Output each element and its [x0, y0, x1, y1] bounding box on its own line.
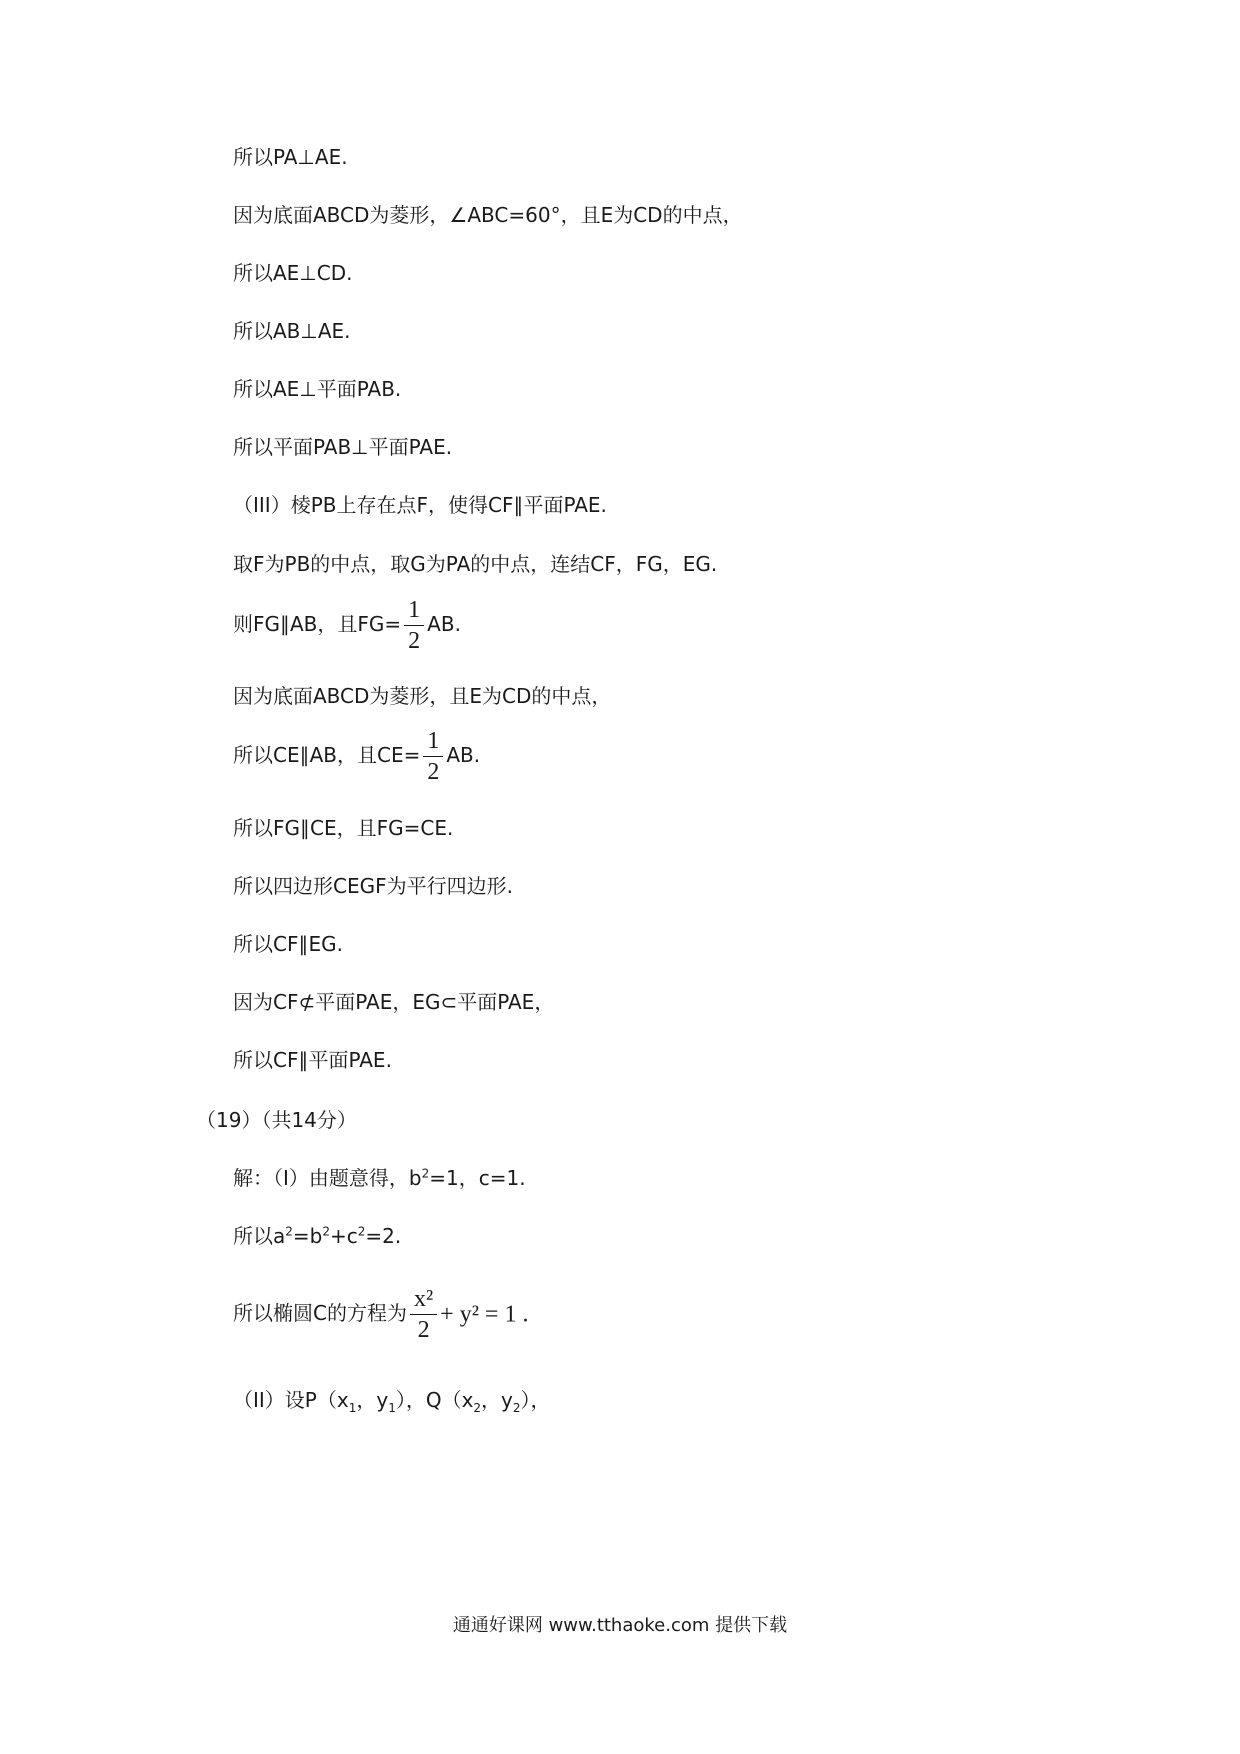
text: =2. [365, 1224, 402, 1248]
subscript: 2 [512, 1401, 521, 1415]
proof-line: 所以AE⊥CD. [233, 261, 353, 285]
proof-line: 因为底面ABCD为菱形，且E为CD的中点， [233, 684, 612, 708]
proof-line: 所以平面PAB⊥平面PAE. [233, 435, 453, 459]
superscript: 2 [285, 1224, 293, 1239]
fraction-one-half [423, 727, 443, 786]
text: 所以椭圆C的方程为 [233, 1301, 407, 1325]
fraction-numerator: 1 [404, 596, 424, 626]
subscript: 1 [388, 1401, 396, 1415]
text: +c [330, 1224, 358, 1248]
equation-rest: + y² = 1 . [440, 1301, 529, 1328]
text: ），Q（x [395, 1388, 474, 1412]
ce-half-ab-line [233, 727, 480, 786]
q19-part-i-line [233, 1164, 526, 1192]
q19-part-ii-line [233, 1386, 551, 1414]
text: ）， [520, 1388, 551, 1412]
fg-half-ab-line [233, 596, 461, 655]
text: 解：（I）由题意得，b [233, 1166, 422, 1190]
fraction-one-half [404, 596, 424, 655]
subscript: 2 [473, 1401, 482, 1415]
text: （II）设P（x [233, 1388, 349, 1412]
text: ，y [481, 1388, 513, 1412]
fraction-x2-over-2 [410, 1285, 437, 1344]
superscript: 2 [421, 1166, 430, 1181]
proof-line: 所以四边形CEGF为平行四边形. [233, 874, 513, 898]
fraction-denominator: 2 [417, 1317, 430, 1343]
proof-line: 所以AE⊥平面PAB. [233, 377, 402, 401]
question-19-heading: （19）（共14分） [196, 1108, 357, 1132]
fraction-denominator: 2 [427, 759, 440, 785]
fraction-numerator: x² [410, 1285, 437, 1315]
text: ，y [356, 1388, 389, 1412]
ce-prefix: 所以CE∥AB，且CE= [233, 743, 421, 767]
proof-line: 所以PA⊥AE. [233, 145, 348, 169]
subscript: 1 [348, 1401, 357, 1415]
superscript: 2 [357, 1224, 366, 1239]
fg-prefix: 则FG∥AB，且FG= [233, 612, 402, 636]
part-iii-heading: （III）棱PB上存在点F，使得CF∥平面PAE. [233, 493, 607, 517]
ellipse-equation-line [233, 1285, 528, 1344]
proof-line: 所以CF∥EG. [233, 932, 343, 956]
text: =1，c=1. [429, 1166, 526, 1190]
text: =b [292, 1224, 323, 1248]
text: 所以a [233, 1224, 286, 1248]
proof-line: 所以AB⊥AE. [233, 319, 351, 343]
proof-line: 所以CF∥平面PAE. [233, 1048, 392, 1072]
proof-line: 因为底面ABCD为菱形，∠ABC=60°，且E为CD的中点， [233, 203, 743, 227]
proof-line: 取F为PB的中点，取G为PA的中点，连结CF，FG，EG. [233, 552, 718, 576]
q19-a-squared-line [233, 1222, 401, 1250]
proof-line: 因为CF⊄平面PAE，EG⊂平面PAE， [233, 990, 555, 1014]
ce-suffix: AB. [446, 743, 481, 767]
fraction-numerator: 1 [423, 727, 443, 757]
proof-line: 所以FG∥CE，且FG=CE. [233, 816, 454, 840]
fraction-denominator: 2 [408, 628, 421, 654]
superscript: 2 [322, 1224, 330, 1239]
fg-suffix: AB. [427, 612, 461, 636]
page-footer: 通通好课网 www.tthaoke.com 提供下载 [452, 1615, 788, 1636]
